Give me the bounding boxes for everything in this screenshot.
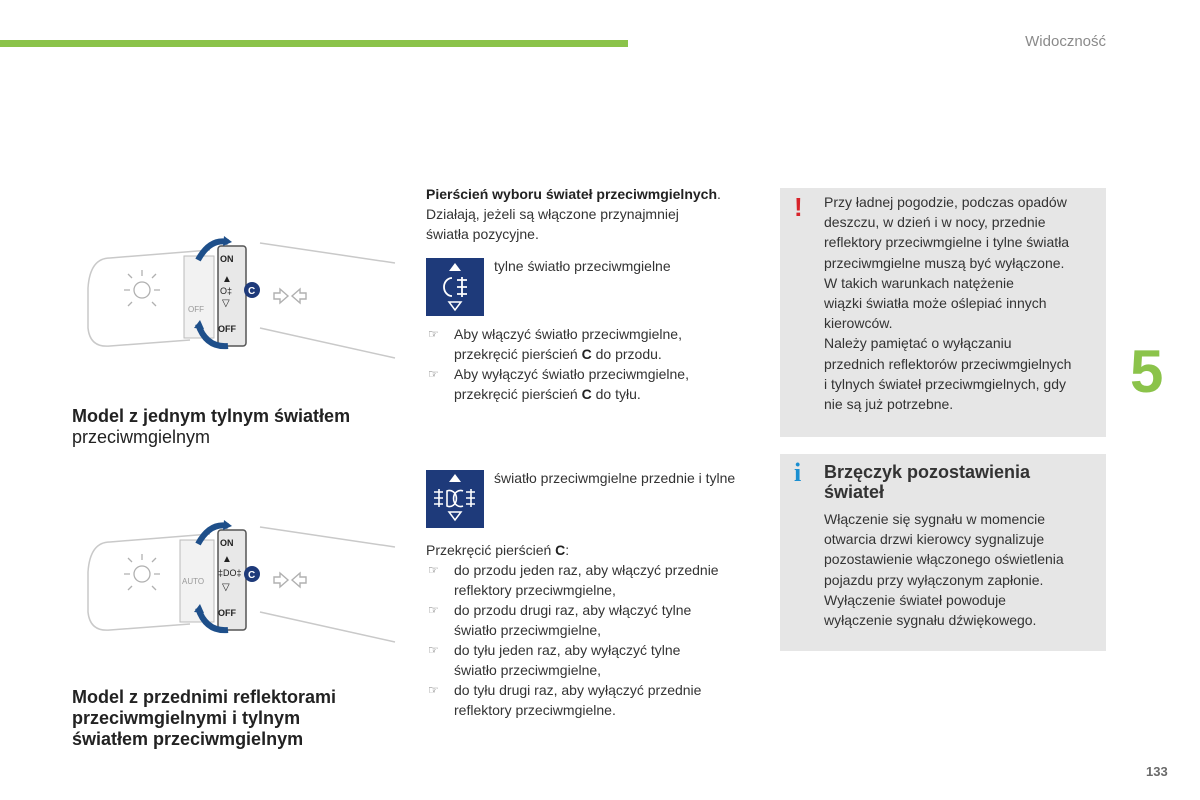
front-rear-fog-label: światło przeciwmgielne przednie i tylne [494, 470, 736, 486]
header-accent-bar [0, 40, 628, 47]
stalk-illustration-front-rear-fog [70, 512, 400, 662]
ring-line3: światła pozycyjne. [426, 226, 539, 242]
svg-text:▽: ▽ [222, 298, 230, 309]
low-beam-icon [124, 554, 160, 590]
model-front-rear-line3: światłem przeciwmgielnym [72, 729, 304, 749]
model-single-title-rest: przeciwmgielnym [72, 427, 211, 447]
list-item: ☞ do tyłu drugi raz, aby wyłączyć przednie reflektory przeciwmgielne. [428, 682, 702, 718]
info-icon: i [794, 458, 802, 487]
bullet-arrow-icon: ☞ [428, 367, 439, 381]
svg-text:▲: ▲ [222, 274, 232, 285]
list-item: ☞ Aby wyłączyć światło przeciwmgielne, przekręcić pierścień C do tyłu. [428, 366, 689, 402]
svg-text:OFF: OFF [218, 324, 236, 334]
svg-text:▽: ▽ [222, 582, 230, 593]
svg-text:C: C [248, 286, 256, 297]
chapter-number: 5 [1130, 338, 1164, 405]
info-heading: Brzęczyk pozostawienia świateł [824, 462, 1031, 502]
svg-text:OFF: OFF [218, 608, 236, 618]
low-beam-icon [124, 270, 160, 306]
svg-text:ON: ON [220, 538, 234, 548]
stalk-illustration-rear-fog [70, 228, 400, 378]
list-item: ☞ do przodu drugi raz, aby włączyć tylne światło przeciwmgielne, [428, 602, 692, 638]
bullet-arrow-icon: ☞ [428, 327, 439, 341]
turn-signal-arrows-icon [274, 573, 306, 587]
svg-text:OFF: OFF [188, 305, 204, 314]
front-rear-fog-light-icon [426, 470, 484, 528]
warning-text: Przy ładnej pogodzie, podczas opadów deszczu, w dzień i w nocy, przednie reflektory przeciwmgielne i tylne światła przeciwmgielne muszą być wyłączone. W takich warunkach natężenie wiązki światła może oślepiać innych kierowców. Należy pamiętać o wyłączaniu przednich reflektorów przeciwmgielnych i tylnych świateł przeciwmgielnych, gdy nie są już potrzebne. [824, 194, 1072, 413]
ring-heading: Pierścień wyboru świateł przeciwmgielnych [426, 186, 717, 202]
warning-exclamation-icon: ! [794, 192, 803, 222]
rear-fog-light-icon [426, 258, 484, 316]
svg-text:▲: ▲ [222, 554, 232, 565]
list-item: ☞ Aby włączyć światło przeciwmgielne, przekręcić pierścień C do przodu. [428, 326, 682, 362]
rear-fog-label: tylne światło przeciwmgielne [494, 258, 671, 274]
ring-intro [426, 184, 766, 244]
info-panel [780, 454, 1106, 651]
front-rear-instructions [426, 560, 766, 720]
svg-text:AUTO: AUTO [182, 577, 205, 586]
ring-heading-tail: . [717, 186, 721, 202]
front-rear-intro: Przekręcić pierścień C: [426, 542, 570, 558]
svg-text:ON: ON [220, 254, 234, 264]
info-text: Włączenie się sygnału w momencie otwarcia drzwi kierowcy sygnalizuje pozostawienie włączonego oświetlenia pojazdu przy wyłączonym zapłonie. Wyłączenie świateł powoduje wyłączenie sygnału dźwiękowego. [824, 511, 1064, 629]
bullet-arrow-icon: ☞ [428, 603, 439, 617]
bullet-arrow-icon: ☞ [428, 683, 439, 697]
turn-signal-arrows-icon [274, 289, 306, 303]
model-front-rear-line2: przeciwmgielnymi i tylnym [72, 708, 301, 728]
model-single-title-bold: Model z jednym tylnym światłem [72, 406, 351, 426]
model-single-caption [72, 406, 350, 448]
model-front-rear-line1: Model z przednimi reflektorami [72, 687, 337, 707]
page-number: 133 [1146, 764, 1168, 779]
svg-text:‡DO‡: ‡DO‡ [218, 568, 242, 578]
bullet-arrow-icon: ☞ [428, 563, 439, 577]
warning-panel [780, 188, 1106, 437]
model-front-rear-caption [72, 687, 336, 750]
ring-line2: Działają, jeżeli są włączone przynajmniej [426, 206, 679, 222]
bullet-arrow-icon: ☞ [428, 643, 439, 657]
svg-text:C: C [248, 570, 256, 581]
section-title: Widoczność [1025, 33, 1106, 50]
list-item: ☞ do tyłu jeden raz, aby wyłączyć tylne światło przeciwmgielne, [428, 642, 681, 678]
list-item: ☞ do przodu jeden raz, aby włączyć przednie reflektory przeciwmgielne, [428, 562, 719, 598]
svg-text:O‡: O‡ [220, 286, 233, 296]
rear-fog-instructions [426, 324, 766, 404]
